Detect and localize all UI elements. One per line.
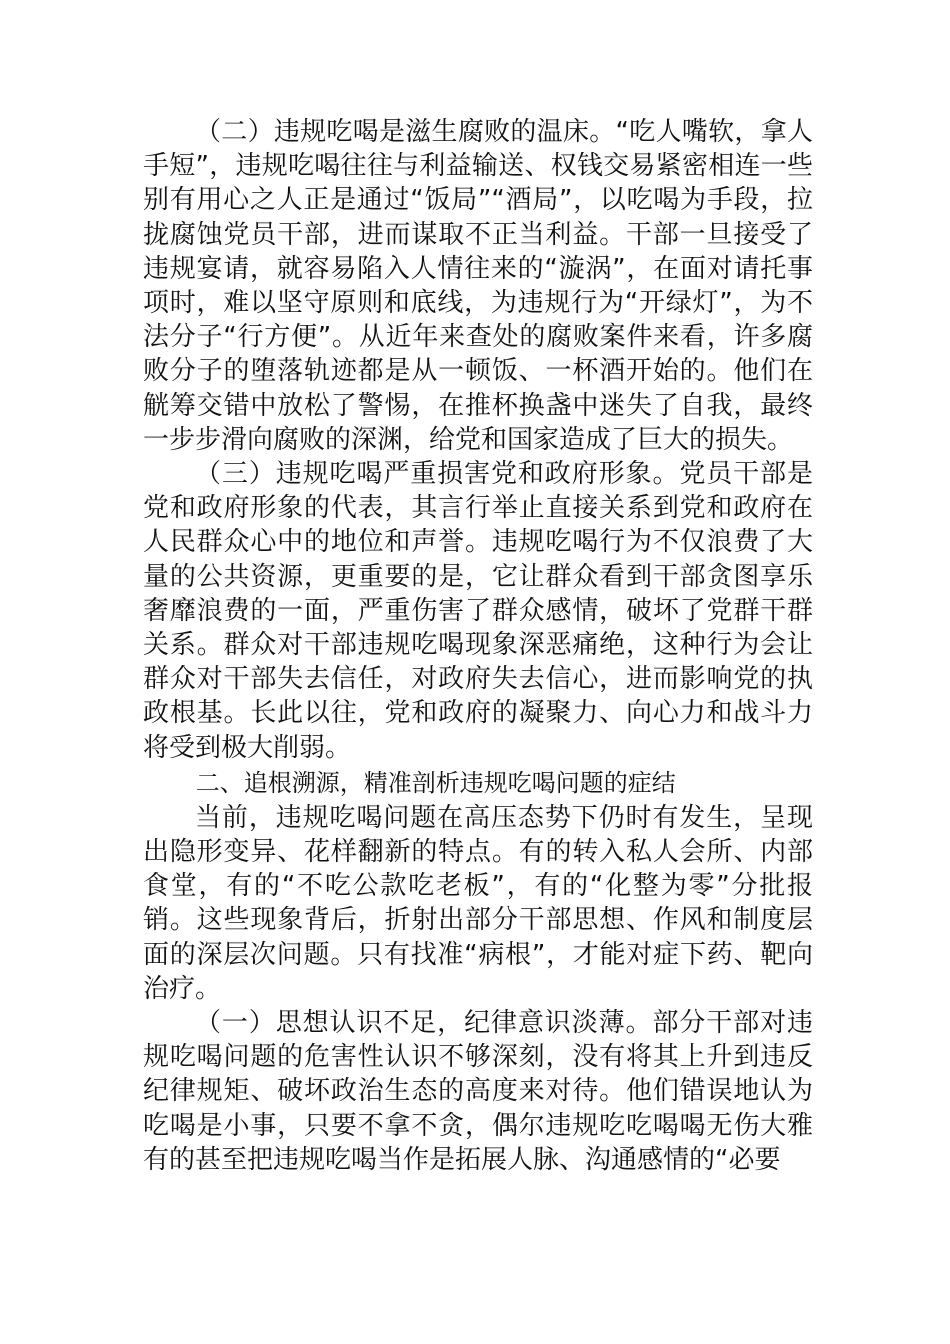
paragraph-current-situation: 当前，违规吃喝问题在高压态势下仍时有发生，呈现出隐形变异、花样翻新的特点。有的转入私人会所、内部食堂，有的“不吃公款吃老板”，有的“化整为零”分批报销。这些现象背后，折射出部分干部思想、作风和制度层面的深层次问题。只有找准“病根”，才能对症下药、靶向治疗。	[143, 802, 813, 1004]
paragraph-ideological-awareness: （一）思想认识不足，纪律意识淡薄。部分干部对违规吃喝问题的危害性认识不够深刻，没有将其上升到违反纪律规矩、破坏政治生态的高度来对待。他们错误地认为吃喝是小事，只要不拿不贪，偶尔违规吃吃喝喝无伤大雅有的甚至把违规吃喝当作是拓展人脉、沟通感情的“必要	[143, 1008, 813, 1175]
section-heading-root-causes: 二、追根溯源，精准剖析违规吃喝问题的症结	[195, 768, 676, 797]
document-body	[143, 115, 813, 1177]
paragraph-corruption-hotbed: （二）违规吃喝是滋生腐败的温床。“吃人嘴软，拿人手短”，违规吃喝往往与利益输送、权钱交易紧密相连一些别有用心之人正是通过“饭局”“酒局”，以吃喝为手段，拉拢腐蚀党员干部，进而谋取不正当利益。干部一旦接受了违规宴请，就容易陷入人情往来的“漩涡”，在面对请托事项时，难以坚守原则和底线，为违规行为“开绿灯”，为不法分子“行方便”。从近年来查处的腐败案件来看，许多腐败分子的堕落轨迹都是从一顿饭、一杯酒开始的。他们在觥筹交错中放松了警惕，在推杯换盏中迷失了自我，最终一步步滑向腐败的深渊，给党和国家造成了巨大的损失。	[143, 117, 813, 455]
paragraph-party-image: （三）违规吃喝严重损害党和政府形象。党员干部是党和政府形象的代表，其言行举止直接关系到党和政府在人民群众心中的地位和声誉。违规吃喝行为不仅浪费了大量的公共资源，更重要的是，它让群众看到干部贪图享乐奢靡浪费的一面，严重伤害了群众感情，破坏了党群干群关系。群众对干部违规吃喝现象深恶痛绝，这种行为会让群众对干部失去信任，对政府失去信心，进而影响党的执政根基。长此以往，党和政府的凝聚力、向心力和战斗力将受到极大削弱。	[143, 459, 813, 763]
